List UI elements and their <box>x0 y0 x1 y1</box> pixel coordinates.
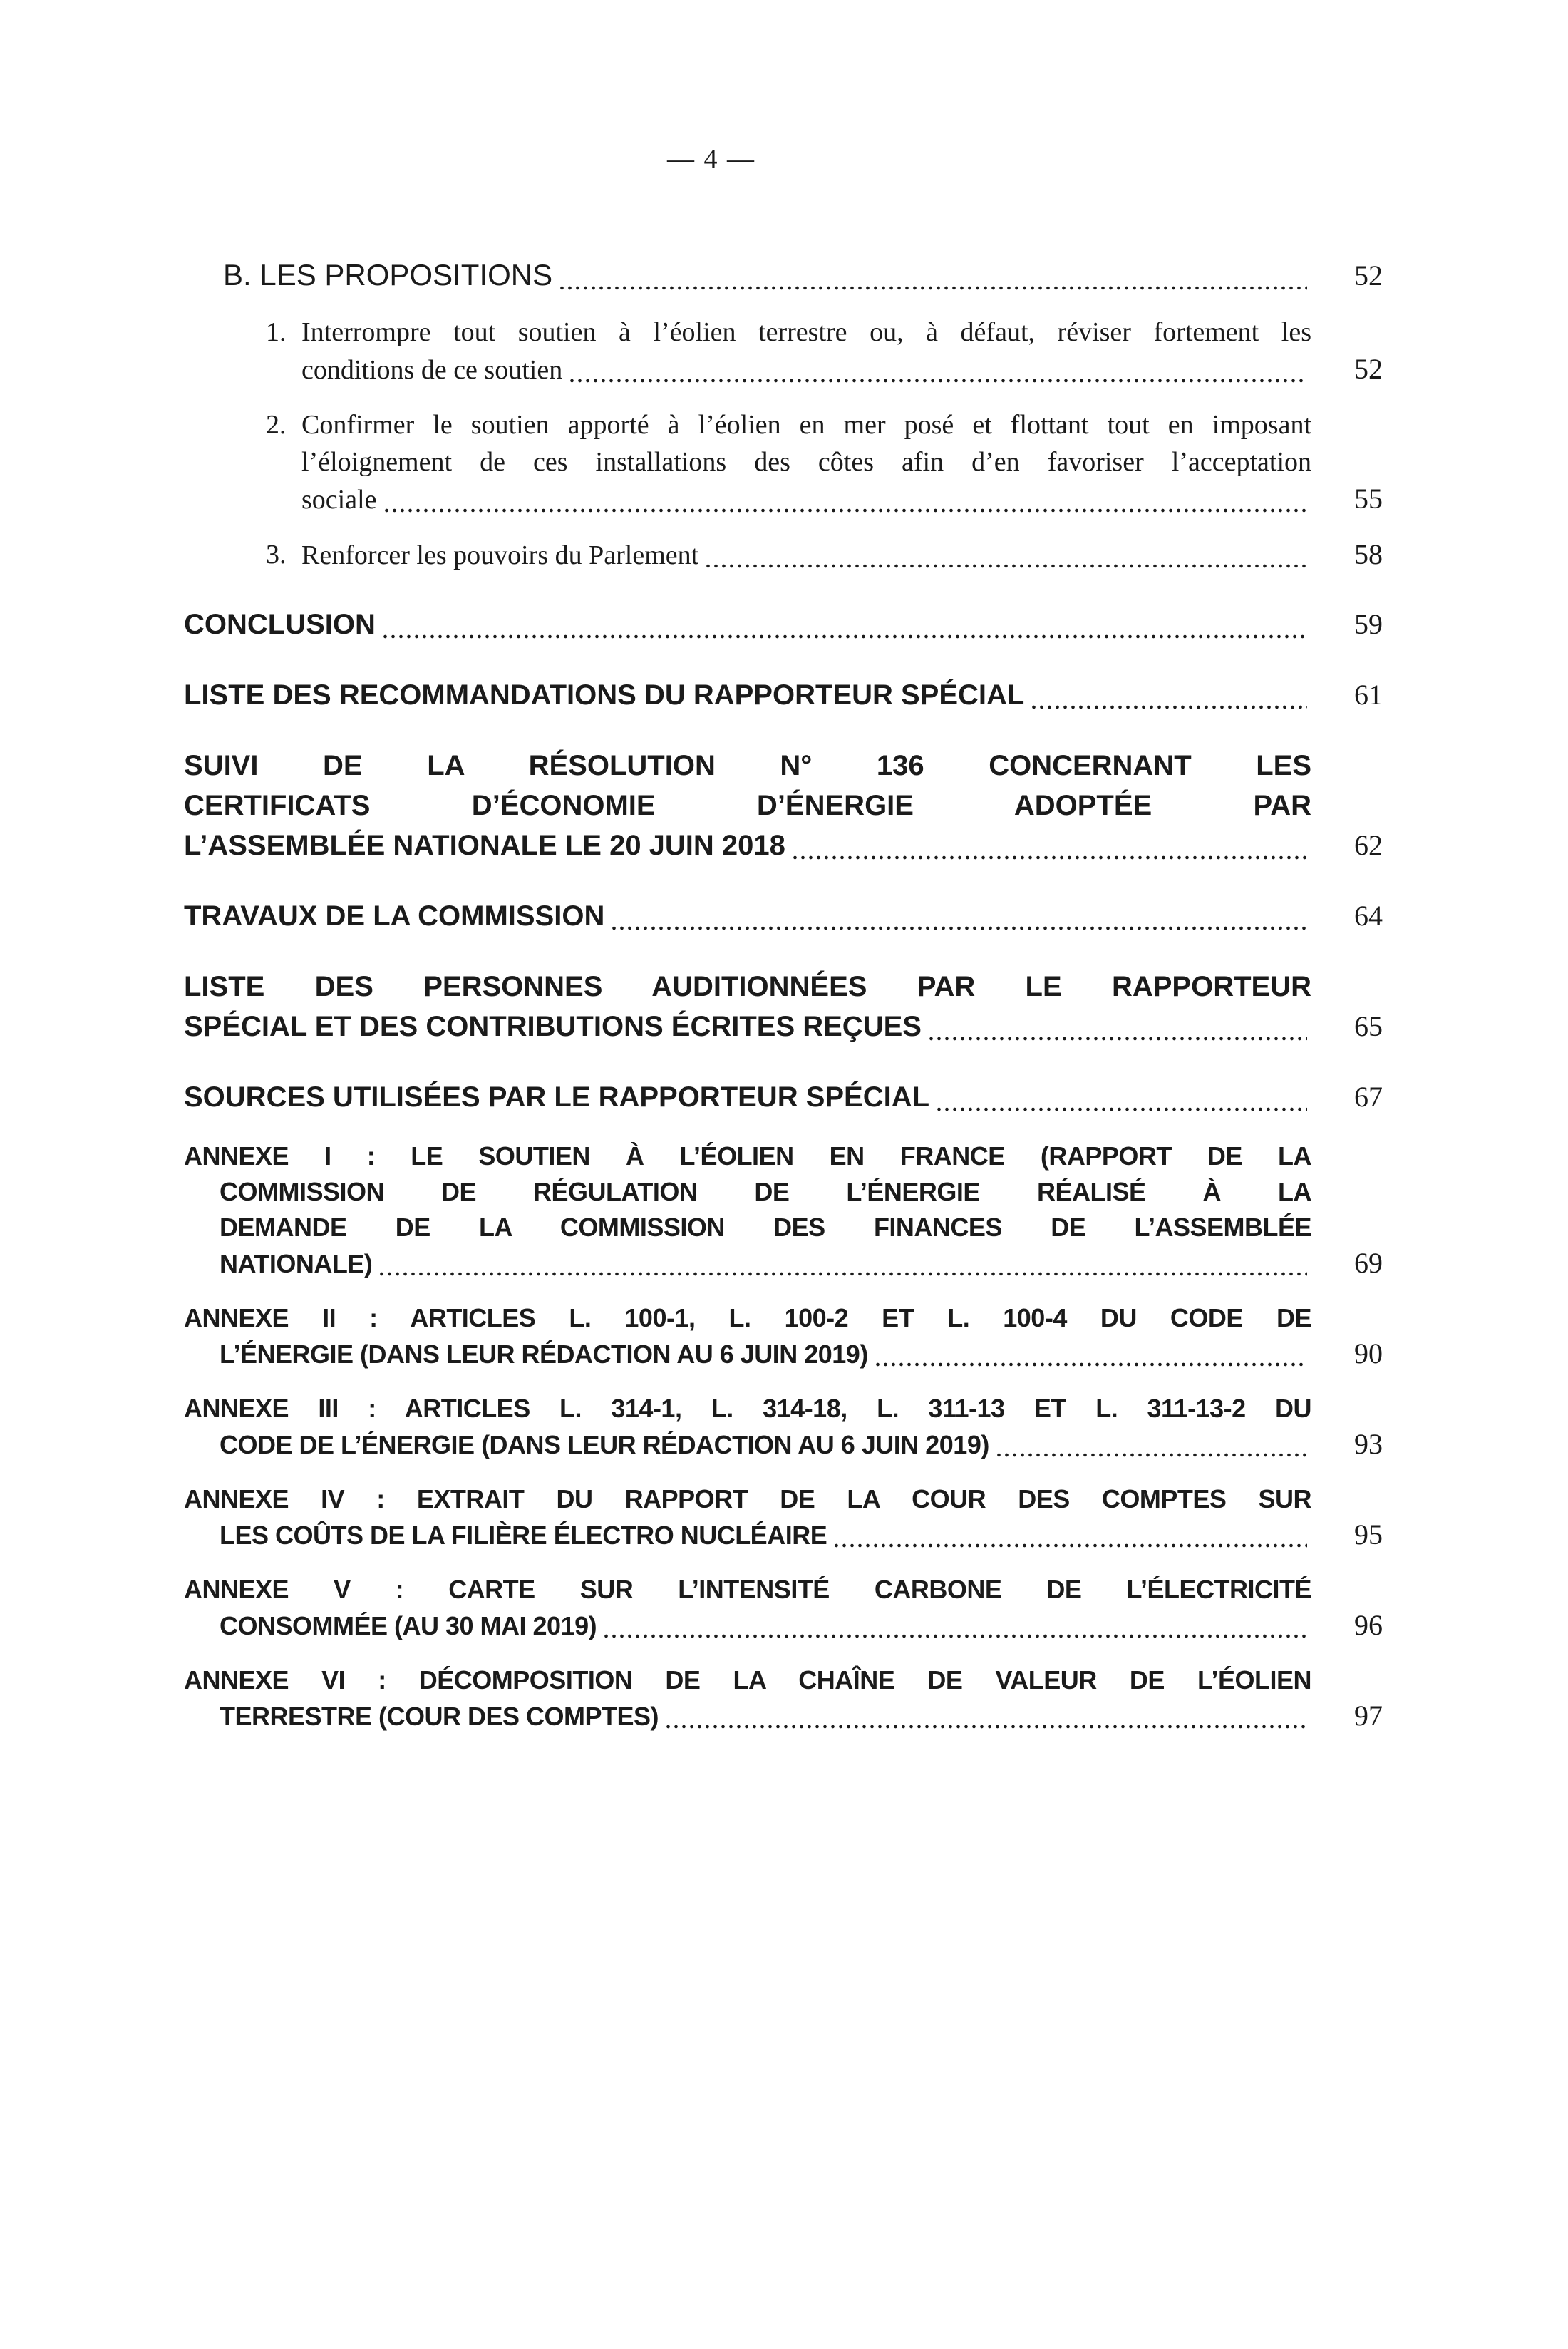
toc-entry-les-propositions <box>223 255 1383 296</box>
entry-line: SUIVI DE LA RÉSOLUTION N° 136 CONCERNANT LES <box>184 750 1311 781</box>
entry-line-last <box>184 605 1383 644</box>
entry-line: LISTE DES PERSONNES AUDITIONNÉES PAR LE RAPPORTEUR <box>184 971 1311 1002</box>
toc-entry-suivi-de-la-resolution <box>184 746 1383 865</box>
dot-leader <box>935 1101 1307 1111</box>
toc-entry-travaux-de-la-commission <box>184 896 1383 936</box>
entry-line: Interrompre tout soutien à l’éolien terrestre ou, à défaut, réviser fortement les <box>301 317 1311 347</box>
entry-number: 1. <box>266 317 287 347</box>
entry-page-number: 52 <box>1354 259 1383 292</box>
entry-line-last <box>184 1077 1383 1117</box>
entry-page-number: 62 <box>1354 829 1383 861</box>
entry-text: Renforcer les pouvoirs du Parlement <box>301 540 699 570</box>
entry-text: LES COÛTS DE LA FILIÈRE ÉLECTRO NUCLÉAIRE <box>220 1521 827 1550</box>
entry-line: ANNEXE I : LE SOUTIEN À L’ÉOLIEN EN FRANCE (RAPPORT DE LA <box>184 1141 1311 1171</box>
entry-line: ANNEXE II : ARTICLES L. 100-1, L. 100-2 ET L. 100-4 DU CODE DE <box>184 1303 1311 1332</box>
dot-leader <box>378 1266 1307 1276</box>
entry-page-number: 52 <box>1354 353 1383 385</box>
dot-leader <box>383 503 1307 513</box>
entry-page-number: 67 <box>1354 1081 1383 1113</box>
entry-page-number: 95 <box>1354 1518 1383 1551</box>
entry-page-number: 65 <box>1354 1010 1383 1042</box>
entry-line-last <box>220 1336 1383 1372</box>
entry-text: conditions de ce soutien <box>301 355 563 385</box>
entry-line: ANNEXE V : CARTE SUR L’INTENSITÉ CARBONE DE L’ÉLECTRICITÉ <box>184 1575 1311 1604</box>
entry-number: 2. <box>266 410 287 440</box>
toc-entry-annexe-1 <box>184 1138 1383 1282</box>
dot-leader <box>995 1447 1307 1457</box>
entry-page-number: 90 <box>1354 1337 1383 1369</box>
entry-line-last <box>184 675 1383 715</box>
entry-line-last <box>220 1698 1383 1734</box>
entry-line-last <box>184 1007 1383 1047</box>
dot-leader <box>704 558 1307 568</box>
entry-page-number: 58 <box>1354 538 1383 570</box>
entry-text: CONCLUSION <box>184 609 376 640</box>
entry-line: l’éloignement de ces installations des côtes afin d’en favoriser l’acceptation <box>301 447 1311 477</box>
toc-entry-annexe-6 <box>184 1662 1383 1734</box>
entry-page-number: 55 <box>1354 483 1383 515</box>
toc-entry-annexe-5 <box>184 1572 1383 1644</box>
entry-page-number: 96 <box>1354 1609 1383 1641</box>
entry-line-last <box>301 480 1383 518</box>
dot-leader <box>602 1628 1307 1638</box>
entry-line-last <box>220 1608 1383 1644</box>
entry-page-number: 97 <box>1354 1700 1383 1732</box>
dot-leader <box>558 280 1307 290</box>
dot-leader <box>568 373 1307 383</box>
entry-text: SPÉCIAL ET DES CONTRIBUTIONS ÉCRITES REÇUES <box>184 1011 922 1042</box>
dot-leader <box>1030 699 1307 709</box>
toc-entry-sources-utilisees <box>184 1077 1383 1117</box>
entry-line: ANNEXE IV : EXTRAIT DU RAPPORT DE LA COUR DES COMPTES SUR <box>184 1484 1311 1513</box>
dot-leader <box>927 1031 1307 1041</box>
dot-leader <box>610 920 1307 930</box>
entry-page-number: 61 <box>1354 679 1383 711</box>
entry-text: TRAVAUX DE LA COMMISSION <box>184 900 605 932</box>
dot-leader <box>664 1719 1307 1729</box>
page-number-header: — 4 — <box>667 144 755 174</box>
toc-entry-renforcer-les-pouvoirs <box>266 536 1383 574</box>
entry-line-last <box>220 1427 1383 1463</box>
entry-text: CODE DE L’ÉNERGIE (DANS LEUR RÉDACTION AU 6 JUIN 2019) <box>220 1430 989 1459</box>
entry-text: SOURCES UTILISÉES PAR LE RAPPORTEUR SPÉCIAL <box>184 1081 930 1113</box>
entry-text: L’ASSEMBLÉE NATIONALE LE 20 JUIN 2018 <box>184 830 785 861</box>
entry-page-number: 64 <box>1354 900 1383 932</box>
dot-leader <box>874 1357 1307 1367</box>
entry-line: Confirmer le soutien apporté à l’éolien en mer posé et flottant tout en imposant <box>301 410 1311 440</box>
entry-text: L’ÉNERGIE (DANS LEUR RÉDACTION AU 6 JUIN 2019) <box>220 1340 868 1369</box>
toc-entry-liste-des-recommandations <box>184 675 1383 715</box>
entry-line-last <box>220 1245 1383 1282</box>
toc-entry-annexe-3 <box>184 1391 1383 1463</box>
entry-line-last <box>184 896 1383 936</box>
entry-line: ANNEXE III : ARTICLES L. 314-1, L. 314-18, L. 311-13 ET L. 311-13-2 DU <box>184 1394 1311 1423</box>
entry-text: sociale <box>301 485 377 515</box>
entry-text: LISTE DES RECOMMANDATIONS DU RAPPORTEUR SPÉCIAL <box>184 679 1025 711</box>
entry-text: NATIONALE) <box>220 1249 373 1278</box>
entry-line: ANNEXE VI : DÉCOMPOSITION DE LA CHAÎNE DE VALEUR DE L’ÉOLIEN <box>184 1665 1311 1695</box>
dot-leader <box>381 629 1307 639</box>
toc-entry-liste-des-personnes-auditionnees <box>184 967 1383 1047</box>
dot-leader <box>832 1538 1307 1548</box>
entry-line-last <box>223 255 1383 296</box>
entry-page-number: 69 <box>1354 1247 1383 1279</box>
entry-text: B. LES PROPOSITIONS <box>223 258 553 292</box>
toc-entry-confirmer-le-soutien <box>266 406 1383 518</box>
toc-entry-interrompre-tout-soutien <box>266 314 1383 389</box>
entry-page-number: 93 <box>1354 1428 1383 1460</box>
entry-line-last <box>301 536 1383 574</box>
entry-line: CERTIFICATS D’ÉCONOMIE D’ÉNERGIE ADOPTÉE PAR <box>184 790 1311 821</box>
entry-line: DEMANDE DE LA COMMISSION DES FINANCES DE L’ASSEMBLÉE <box>220 1213 1311 1242</box>
entry-page-number: 59 <box>1354 608 1383 640</box>
entry-line-last <box>184 826 1383 865</box>
entry-text: CONSOMMÉE (AU 30 MAI 2019) <box>220 1611 597 1640</box>
entry-text: TERRESTRE (COUR DES COMPTES) <box>220 1702 659 1731</box>
dot-leader <box>791 850 1307 860</box>
entry-line-last <box>220 1517 1383 1553</box>
toc-entry-conclusion <box>184 605 1383 644</box>
entry-number: 3. <box>266 540 287 570</box>
entry-line-last <box>301 351 1383 389</box>
toc-entry-annexe-4 <box>184 1481 1383 1553</box>
entry-line: COMMISSION DE RÉGULATION DE L’ÉNERGIE RÉALISÉ À LA <box>220 1177 1311 1206</box>
toc-list <box>184 255 1383 1734</box>
toc-entry-annexe-2 <box>184 1300 1383 1372</box>
